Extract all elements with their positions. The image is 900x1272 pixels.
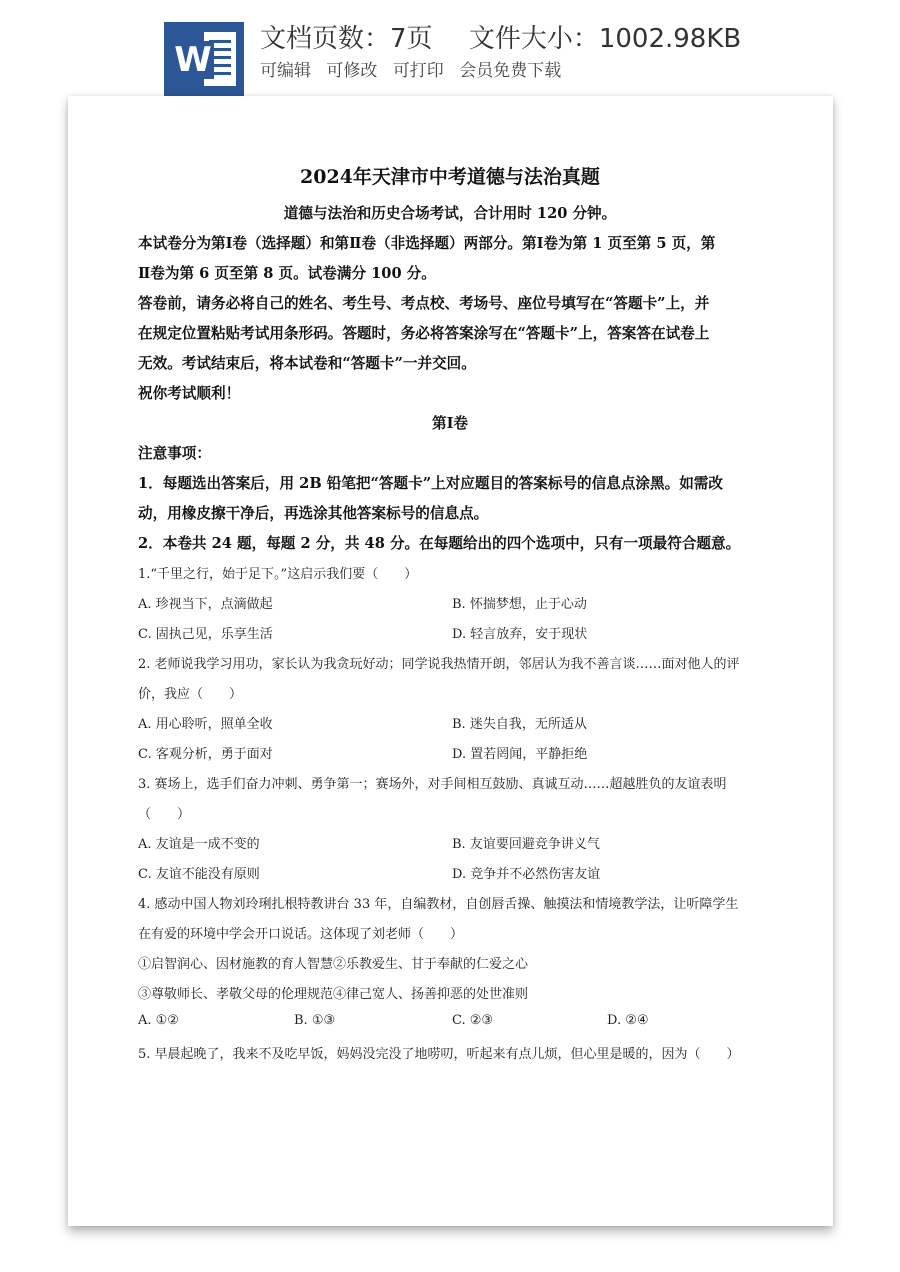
question-4-stem: 4. 感动中国人物刘玲琍扎根特教讲台 33 年，自编教材，自创唇舌操、触摸法和情境教学法，让听障学生	[138, 897, 739, 912]
document-title: 2024年天津市中考道德与法治真题	[300, 166, 600, 188]
word-document-icon	[164, 22, 244, 96]
feature-list	[260, 56, 880, 81]
question-4-option-c: C. ②③	[452, 1013, 494, 1028]
question-3-option-b: B. 友谊要回避竞争讲义气	[452, 837, 600, 852]
question-3-stem: （ ）	[138, 807, 191, 822]
notes-heading: 注意事项：	[138, 445, 211, 462]
document-subtitle: 道德与法治和历史合场考试，合计用时 120 分钟。	[283, 205, 617, 222]
feature-editable: 可编辑	[260, 61, 311, 81]
intro-line: 答卷前，请务必将自己的姓名、考生号、考点校、考场号、座位号填写在“答题卡”上，并	[138, 295, 710, 312]
question-1-option-c: C. 固执己见，乐享生活	[138, 627, 273, 642]
question-4-option-b: B. ①③	[294, 1013, 336, 1028]
intro-line: 本试卷分为第Ⅰ卷（选择题）和第Ⅱ卷（非选择题）两部分。第Ⅰ卷为第 1 页至第 5 页，第	[138, 235, 716, 252]
question-3-option-d: D. 竞争并不必然伤害友谊	[452, 867, 601, 882]
feature-modifiable: 可修改	[326, 61, 378, 81]
intro-line: 无效。考试结束后，将本试卷和“答题卡”一并交回。	[138, 355, 476, 372]
page-count-label: 文档页数：7页	[260, 24, 433, 54]
note-line: 2．本卷共 24 题，每题 2 分，共 48 分。在每题给出的四个选项中，只有一项最符合题意。	[138, 535, 741, 552]
question-4-option-d: D. ②④	[607, 1013, 649, 1028]
feature-printable: 可打印	[392, 61, 444, 81]
question-3-option-c: C. 友谊不能没有原则	[138, 867, 260, 882]
feature-member-free-download[interactable]: 会员免费下载	[459, 61, 562, 81]
question-2-stem: 价，我应（ ）	[138, 687, 243, 702]
question-4-statements: ①启智润心、因材施教的育人智慧②乐教爱生、甘于奉献的仁爱之心	[138, 957, 529, 972]
intro-line: 在规定位置粘贴考试用条形码。答题时，务必将答案涂写在“答题卡”上，答案答在试卷上	[138, 325, 710, 342]
question-5-stem: 5. 早晨起晚了，我来不及吃早饭，妈妈没完没了地唠叨，听起来有点儿烦，但心里是暖的，因为（ ）	[138, 1047, 740, 1062]
note-line: 动，用橡皮擦干净后，再选涂其他答案标号的信息点。	[138, 505, 489, 522]
question-1-stem: 1.“千里之行，始于足下。”这启示我们要（ ）	[138, 567, 418, 582]
file-info	[260, 18, 880, 55]
question-3-stem: 3. 赛场上，选手们奋力冲刺、勇争第一；赛场外，对手间相互鼓励、真诚互动……超越胜负的友谊表明	[138, 777, 727, 792]
word-letter-w: W	[172, 41, 214, 79]
question-2-option-d: D. 置若罔闻，平静拒绝	[452, 747, 588, 762]
question-4-statements: ③尊敬师长、孝敬父母的伦理规范④律己宽人、扬善抑恶的处世准则	[138, 987, 529, 1002]
question-2-option-a: A. 用心聆听，照单全收	[138, 717, 273, 732]
document-page	[68, 96, 833, 1226]
note-line: 1．每题选出答案后，用 2B 铅笔把“答题卡”上对应题目的答案标号的信息点涂黑。如需改	[138, 475, 723, 492]
question-2-stem: 2. 老师说我学习用功，家长认为我贪玩好动；同学说我热情开朗，邻居认为我不善言谈……面对他人的评	[138, 657, 740, 672]
file-size-label: 文件大小：1002.98KB	[468, 24, 742, 54]
question-3-option-a: A. 友谊是一成不变的	[138, 837, 260, 852]
question-4-stem: 在有爱的环境中学会开口说话。这体现了刘老师（ ）	[138, 927, 464, 942]
question-2-option-b: B. 迷失自我，无所适从	[452, 717, 587, 732]
intro-line: 祝你考试顺利！	[138, 385, 241, 402]
section-title: 第Ⅰ卷	[431, 415, 468, 432]
question-2-option-c: C. 客观分析，勇于面对	[138, 747, 273, 762]
question-1-option-d: D. 轻言放弃，安于现状	[452, 627, 588, 642]
question-1-option-b: B. 怀揣梦想，止于心动	[452, 597, 587, 612]
question-1-option-a: A. 珍视当下，点滴做起	[138, 597, 273, 612]
question-4-option-a: A. ①②	[138, 1013, 179, 1028]
intro-line: Ⅱ卷为第 6 页至第 8 页。试卷满分 100 分。	[138, 265, 436, 282]
